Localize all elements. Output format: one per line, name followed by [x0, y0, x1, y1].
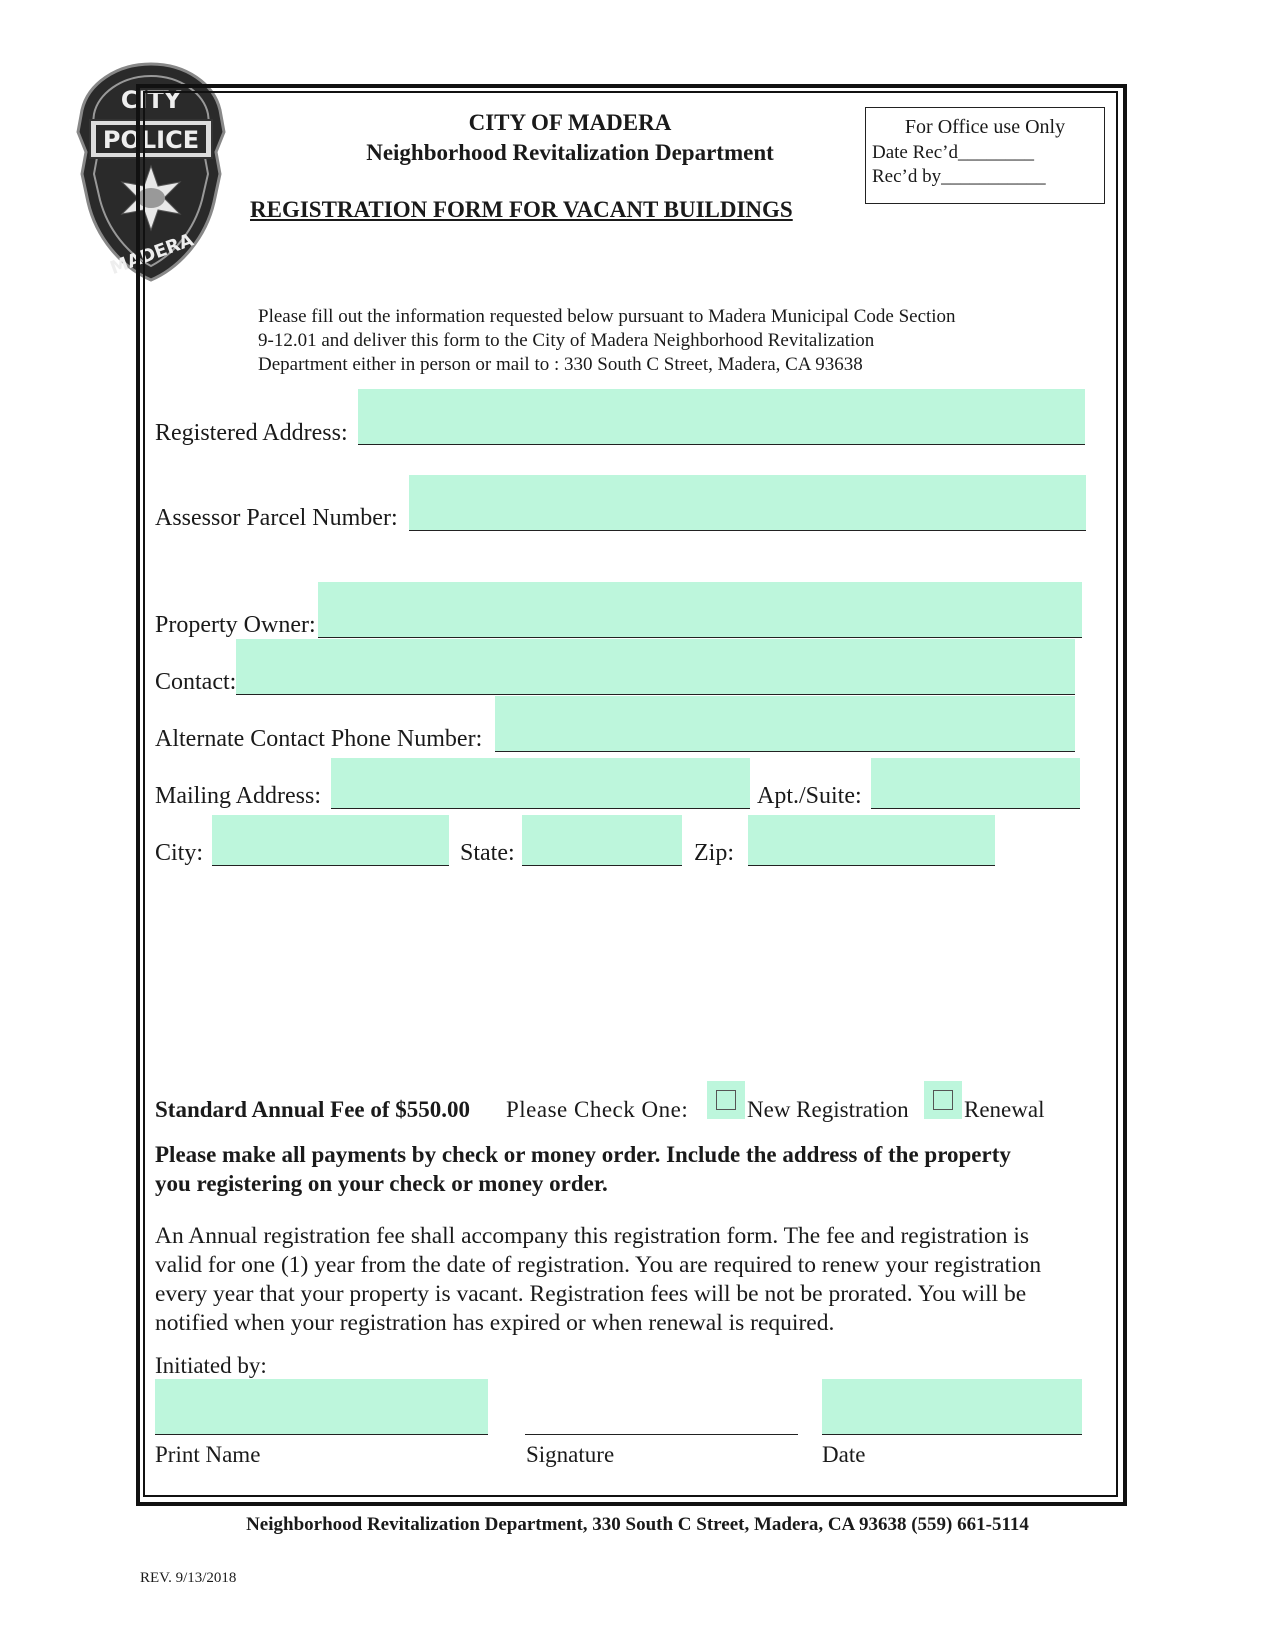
payment-note: [155, 1140, 1100, 1198]
annual-fee-text: Standard Annual Fee of $550.00: [155, 1097, 471, 1122]
renewal-label: Renewal: [964, 1097, 1045, 1122]
mailing-address-underline: [331, 808, 750, 809]
office-use-title: For Office use Only: [904, 116, 1066, 138]
svg-text:CITY: CITY: [120, 86, 182, 114]
assessor-parcel-number-label: Assessor Parcel Number:: [155, 505, 398, 531]
contact-label: Contact:: [155, 669, 237, 695]
zip-underline: [748, 865, 995, 866]
alternate-phone-underline: [495, 751, 1075, 752]
initiated-by-label: Initiated by:: [155, 1353, 267, 1378]
apt-suite-underline: [871, 808, 1080, 809]
state-label: State:: [460, 840, 515, 866]
revision-date: REV. 9/13/2018: [140, 1570, 237, 1586]
checkbox-square-icon: [933, 1090, 953, 1110]
state-field[interactable]: [522, 815, 682, 865]
signature-underline[interactable]: [525, 1434, 798, 1435]
received-by-line: Rec’d by___________: [872, 166, 1046, 187]
registered-address-field[interactable]: [358, 389, 1085, 444]
alternate-phone-label: Alternate Contact Phone Number:: [155, 726, 483, 752]
svg-text:POLICE: POLICE: [102, 126, 200, 154]
date-underline: [822, 1434, 1082, 1435]
instructions: [258, 305, 1078, 377]
payment-note-line: you registering on your check or money order.: [155, 1171, 608, 1196]
paragraph-line: every year that your property is vacant. Registration fees will be not be prorated. You will be: [155, 1281, 1027, 1307]
instructions-line: Department either in person or mail to : 330 South C Street, Madera, CA 93638: [258, 354, 863, 375]
svg-text:MADERA: MADERA: [107, 229, 197, 280]
print-name-label: Print Name: [155, 1442, 261, 1467]
zip-label: Zip:: [694, 840, 734, 866]
apt-suite-label: Apt./Suite:: [757, 783, 862, 809]
mailing-address-field[interactable]: [331, 758, 750, 808]
city-underline: [212, 865, 449, 866]
registered-address-label: Registered Address:: [155, 420, 348, 446]
contact-underline: [236, 694, 1075, 695]
print-name-underline: [155, 1434, 488, 1435]
alternate-phone-field[interactable]: [495, 696, 1075, 751]
assessor-parcel-number-underline: [409, 530, 1086, 531]
city-heading: CITY OF MADERA: [468, 110, 672, 135]
new-registration-checkbox[interactable]: [707, 1081, 745, 1119]
department-heading: Neighborhood Revitalization Department: [366, 140, 774, 165]
paragraph-line: valid for one (1) year from the date of registration. You are required to renew your registration: [155, 1252, 1042, 1278]
zip-field[interactable]: [748, 815, 995, 865]
paragraph-line: notified when your registration has expired or when renewal is required.: [155, 1310, 835, 1336]
state-underline: [522, 865, 682, 866]
fee-paragraph: [155, 1222, 1105, 1338]
apt-suite-field[interactable]: [871, 758, 1080, 808]
assessor-parcel-number-field[interactable]: [409, 475, 1086, 530]
instructions-line: Please fill out the information requested below pursuant to Madera Municipal Code Section: [258, 306, 956, 327]
city-label: City:: [155, 840, 204, 866]
property-owner-underline: [318, 637, 1082, 638]
form-title: REGISTRATION FORM FOR VACANT BUILDINGS: [250, 197, 793, 222]
payment-note-line: Please make all payments by check or money order. Include the address of the property: [155, 1142, 1011, 1167]
print-name-field[interactable]: [155, 1379, 488, 1434]
date-field[interactable]: [822, 1379, 1082, 1434]
footer-address: Neighborhood Revitalization Department, 330 South C Street, Madera, CA 93638 (559) 661-5114: [246, 1514, 1029, 1535]
office-use-box: [865, 107, 1105, 204]
date-label: Date: [822, 1442, 866, 1467]
fee-row: [155, 1097, 470, 1123]
property-owner-field[interactable]: [318, 582, 1082, 637]
registered-address-underline: [358, 444, 1085, 445]
new-registration-label: New Registration: [747, 1097, 909, 1122]
date-received-line: Date Rec’d________: [872, 142, 1034, 163]
mailing-address-label: Mailing Address:: [155, 783, 321, 809]
instructions-line: 9-12.01 and deliver this form to the City of Madera Neighborhood Revitalization: [258, 330, 875, 351]
property-owner-label: Property Owner:: [155, 612, 316, 638]
contact-field[interactable]: [236, 639, 1075, 694]
signature-label: Signature: [526, 1442, 615, 1467]
check-one-prompt: Please Check One:: [506, 1097, 689, 1122]
city-field[interactable]: [212, 815, 449, 865]
paragraph-line: An Annual registration fee shall accompany this registration form. The fee and registration is: [155, 1223, 1030, 1249]
renewal-checkbox[interactable]: [924, 1081, 962, 1119]
checkbox-square-icon: [716, 1090, 736, 1110]
